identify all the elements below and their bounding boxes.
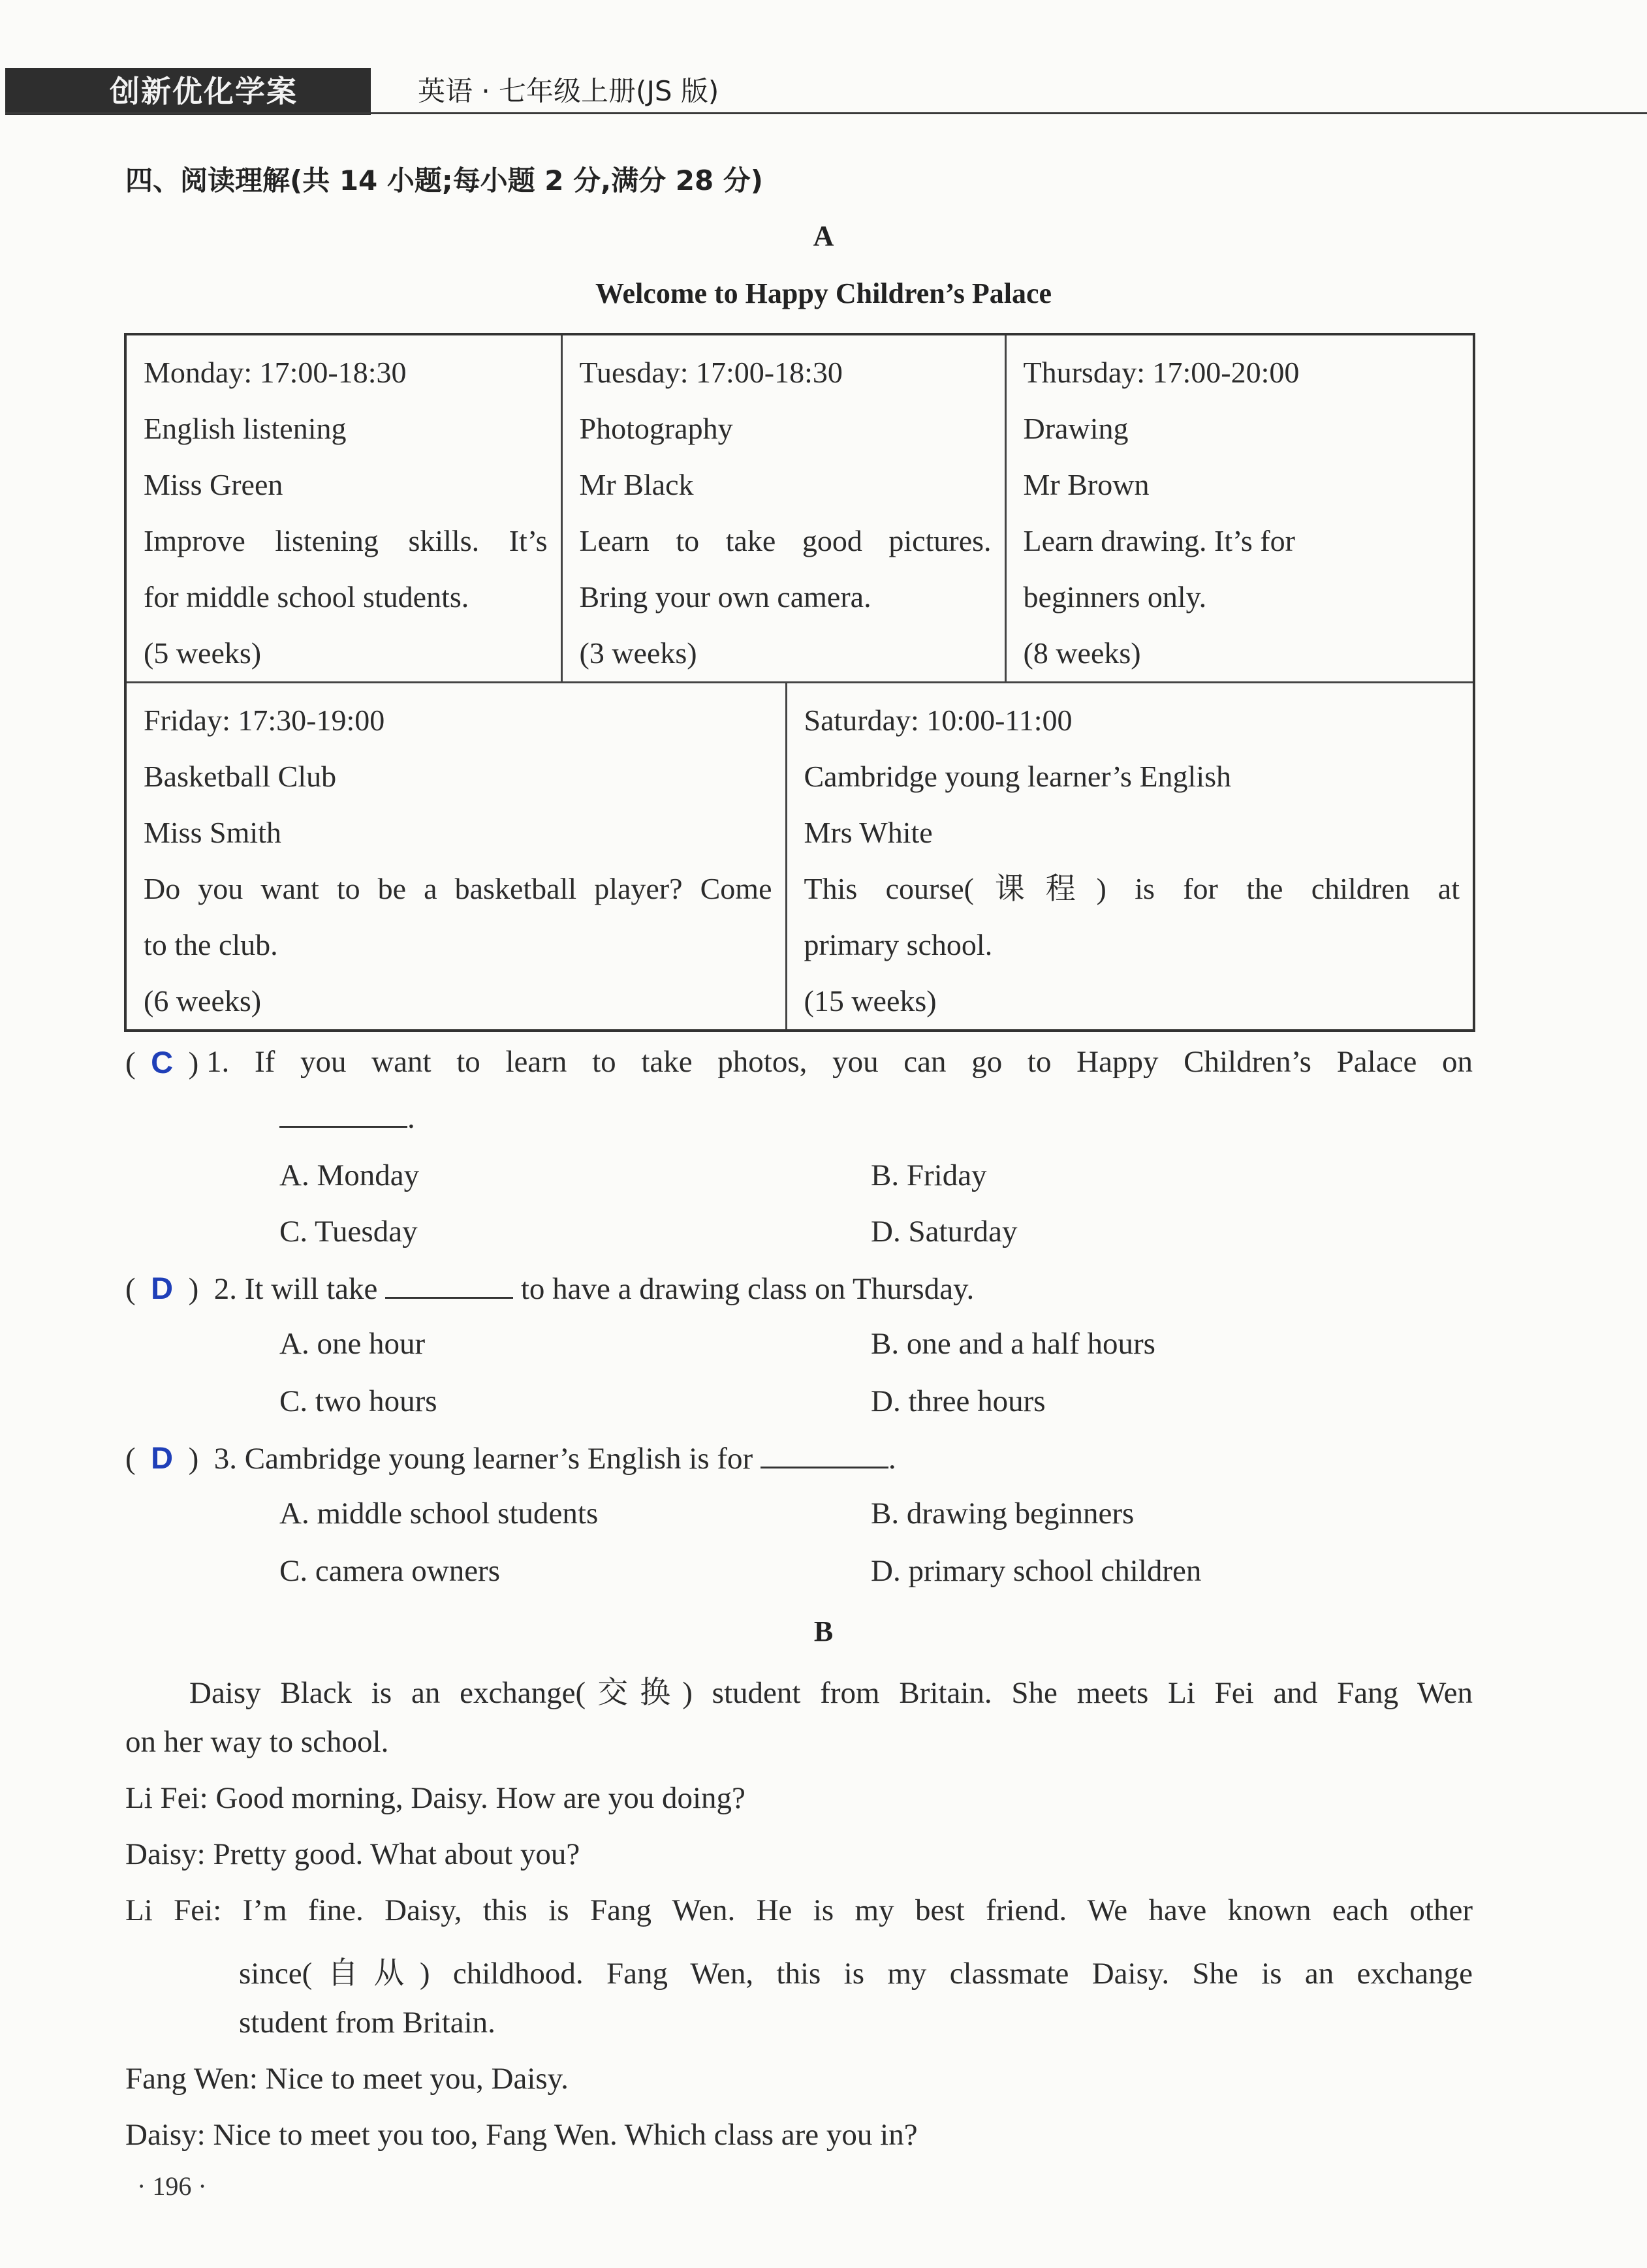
part-b-label: B — [813, 1615, 834, 1647]
schedule-cell-monday: Monday: 17:00-18:30 English listening Miss Green Improve listening skills. It’s for middle school students. (5 weeks) — [125, 334, 561, 683]
dialogue-line: Li Fei: I’m fine. Daisy, this is Fang Wen. He is my best friend. We have known each other — [125, 1893, 1473, 1927]
schedule-cell-saturday: Saturday: 10:00-11:00 Cambridge young learner’s English Mrs White This course(课程) is for the children at primary school. (15 weeks) — [786, 683, 1474, 1031]
series-title-band: 创新优化学案 — [5, 68, 371, 115]
section-title: 四、阅读理解(共 14 小题;每小题 2 分,满分 28 分) — [125, 164, 763, 196]
dialogue-line: since(自从) childhood. Fang Wen, this is my classmate Daisy. She is an exchange — [239, 1957, 1473, 1991]
question-2: ( D ) 2. It will take to have a drawing class on Thursday. — [125, 1271, 975, 1306]
header-rule — [5, 112, 1647, 114]
dialogue-line: Fang Wen: Nice to meet you, Daisy. — [125, 2062, 569, 2096]
question-1-blank-line: . — [279, 1100, 415, 1136]
schedule-cell-tuesday: Tuesday: 17:00-18:30 Photography Mr Black Learn to take good pictures. Bring your own camera. (3 weeks) — [561, 334, 1005, 683]
book-title: 英语 · 七年级上册(JS 版) — [418, 75, 719, 107]
q3-option-a: A. middle school students — [279, 1497, 599, 1530]
dialogue-line: Daisy: Pretty good. What about you? — [125, 1837, 580, 1871]
answer-blank — [279, 1125, 407, 1128]
dialogue-line: student from Britain. — [239, 2006, 495, 2040]
q3-option-c: C. camera owners — [279, 1554, 500, 1588]
part-b-intro-line-1: Daisy Black is an exchange(交换) student from Britain. She meets Li Fei and Fang Wen — [189, 1676, 1473, 1710]
page-number: · 196 · — [137, 2171, 207, 2201]
q2-option-d: D. three hours — [871, 1384, 1046, 1418]
q1-option-c: C. Tuesday — [279, 1215, 418, 1249]
answer-1: C — [151, 1045, 174, 1080]
schedule-cell-thursday: Thursday: 17:00-20:00 Drawing Mr Brown Learn drawing. It’s for beginners only. (8 weeks) — [1005, 334, 1474, 683]
q2-option-b: B. one and a half hours — [871, 1327, 1155, 1361]
q1-option-d: D. Saturday — [871, 1215, 1018, 1249]
q3-option-b: B. drawing beginners — [871, 1497, 1135, 1530]
q2-option-a: A. one hour — [279, 1327, 426, 1361]
q1-option-a: A. Monday — [279, 1158, 420, 1192]
answer-3: D — [151, 1440, 174, 1475]
part-a-label: A — [813, 220, 834, 252]
answer-blank — [761, 1466, 888, 1468]
part-b-intro-line-2: on her way to school. — [125, 1725, 389, 1759]
dialogue-line: Li Fei: Good morning, Daisy. How are you doing? — [125, 1781, 745, 1815]
q2-option-c: C. two hours — [279, 1384, 437, 1418]
answer-2: D — [151, 1271, 174, 1305]
schedule-cell-friday: Friday: 17:30-19:00 Basketball Club Miss Smith Do you want to be a basketball player? Come to the club. (6 weeks) — [125, 683, 786, 1031]
question-1-stem: 1. If you want to learn to take photos, you can go to Happy Children’s Palace on — [206, 1045, 1473, 1079]
question-1: ( C ) 1. If you want to learn to take photos, you can go to Happy Children’s Palace on — [125, 1045, 1473, 1080]
answer-blank — [385, 1296, 513, 1299]
q1-option-b: B. Friday — [871, 1158, 987, 1192]
q3-option-d: D. primary school children — [871, 1554, 1202, 1588]
question-3: ( D ) 3. Cambridge young learner’s English is for . — [125, 1440, 896, 1476]
dialogue-line: Daisy: Nice to meet you too, Fang Wen. Which class are you in? — [125, 2118, 918, 2152]
part-a-title: Welcome to Happy Children’s Palace — [595, 277, 1052, 309]
schedule-table — [124, 333, 1475, 1032]
